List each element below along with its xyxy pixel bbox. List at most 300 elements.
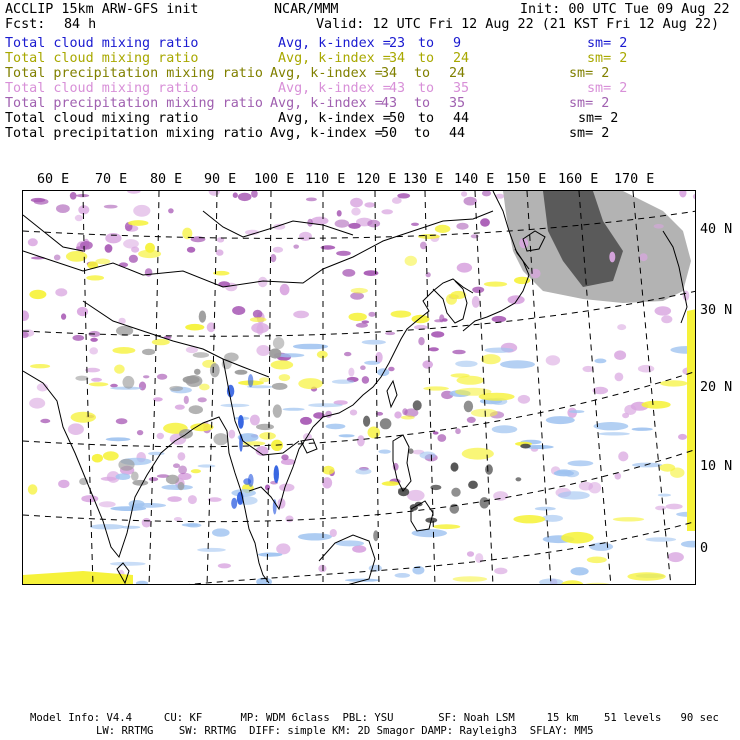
field-blob [149, 477, 158, 481]
field-blob [103, 451, 119, 460]
to-label: to [414, 126, 431, 141]
field-blob [139, 382, 146, 391]
field-blob [679, 191, 686, 198]
gulf-thailand [249, 427, 313, 509]
field-blob [433, 524, 460, 529]
field-blob [457, 263, 472, 273]
field-blob [283, 408, 305, 411]
smoothing-label: sm= 2 [569, 96, 610, 111]
field-blob [73, 335, 85, 341]
longitude-label: 150 E [506, 172, 547, 187]
field-blob [539, 578, 563, 585]
field-blob [157, 374, 167, 380]
field-blob [542, 515, 563, 522]
field-blob [322, 477, 332, 488]
field-blob [335, 220, 350, 228]
latitude-label: 40 N [700, 222, 733, 237]
field-blob [198, 464, 216, 467]
field-blob [265, 485, 270, 491]
field-blob [145, 268, 153, 276]
field-blob [55, 288, 67, 296]
field-blob [99, 501, 116, 507]
field-blob [397, 193, 410, 198]
field-blob [362, 376, 369, 384]
field-blob [187, 247, 195, 253]
field-blob [583, 366, 594, 372]
field-blob [29, 398, 45, 409]
field-blob [161, 485, 193, 490]
field-blob [484, 348, 513, 353]
field-blob [90, 524, 125, 529]
field-blob [61, 313, 66, 319]
field-blob [352, 545, 366, 553]
field-blob [300, 417, 312, 425]
field-blob [452, 350, 465, 355]
field-blob [367, 220, 380, 228]
field-blob [561, 532, 594, 544]
field-blob [235, 370, 248, 375]
field-blob [426, 272, 431, 277]
field-blob [446, 294, 457, 305]
field-blob [492, 316, 507, 322]
field-blob [89, 382, 109, 386]
field-blob [348, 223, 360, 229]
taiwan [387, 381, 397, 407]
field-blob [280, 284, 290, 295]
field-blob [661, 315, 672, 323]
longitude-label: 100 E [254, 172, 295, 187]
longitude-label: 120 E [356, 172, 397, 187]
field-blob [136, 581, 148, 585]
field-name: Total precipitation mixing ratio [5, 126, 263, 141]
k-index-start: 43 [381, 96, 398, 111]
field-blob [518, 395, 530, 404]
field-blob [655, 506, 666, 511]
field-blob [638, 365, 654, 373]
field-blob [467, 417, 476, 423]
field-blob [185, 324, 204, 331]
field-blob [362, 340, 386, 345]
field-shading [23, 191, 696, 585]
field-blob [112, 347, 135, 354]
field-blob [75, 215, 83, 221]
field-blob [198, 397, 207, 402]
field-blob [77, 307, 88, 316]
field-blob [402, 408, 407, 415]
field-blob [535, 507, 556, 511]
field-name: Total cloud mixing ratio [5, 111, 199, 126]
longitude-label: 60 E [37, 172, 70, 187]
longitude-label: 110 E [305, 172, 346, 187]
field-blob [422, 360, 433, 368]
forecast-hour: 84 h [64, 17, 97, 32]
field-blob [451, 462, 459, 471]
field-blob [412, 315, 430, 324]
field-blob [420, 452, 436, 459]
field-blob [666, 504, 683, 510]
field-blob [569, 410, 584, 413]
field-blob [259, 432, 276, 440]
field-blob [513, 515, 545, 523]
k-index-start: 34 [389, 51, 406, 66]
k-index-start: 34 [381, 66, 398, 81]
field-blob [407, 490, 425, 501]
longitude-label: 80 E [150, 172, 183, 187]
k-index-start: 23 [389, 36, 406, 51]
field-blob [75, 376, 88, 381]
avg-label: Avg, k-index = [270, 96, 383, 111]
k-index-start: 50 [381, 126, 398, 141]
field-blob [380, 418, 392, 429]
field-blob [660, 464, 676, 472]
field-blob [337, 210, 342, 216]
field-blob [285, 516, 293, 523]
field-blob [231, 498, 237, 509]
field-blob [270, 254, 276, 262]
k-index-end: 24 [449, 66, 466, 81]
field-blob [92, 454, 103, 463]
field-blob [405, 256, 417, 266]
field-blob [391, 311, 412, 318]
longitude-label: 160 E [558, 172, 599, 187]
k-index-start: 43 [389, 81, 406, 96]
field-blob [80, 241, 93, 250]
field-blob [121, 526, 140, 529]
field-blob [609, 252, 615, 263]
longitude-label: 170 E [614, 172, 655, 187]
field-blob [364, 361, 380, 365]
forecast-map [22, 190, 696, 585]
field-blob [186, 375, 203, 387]
field-blob [56, 204, 70, 213]
field-blob [326, 424, 346, 430]
field-blob [119, 262, 128, 267]
field-blob [188, 495, 197, 504]
field-blob [627, 572, 665, 580]
field-blob [210, 363, 220, 377]
field-blob [293, 311, 309, 319]
field-blob [464, 401, 473, 413]
field-blob [248, 374, 253, 387]
field-blob [274, 465, 279, 483]
field-blob [30, 364, 50, 368]
field-blob [233, 192, 238, 198]
field-blob [423, 386, 449, 390]
to-label: to [418, 36, 435, 51]
longitude-label: 90 E [204, 172, 237, 187]
field-blob [558, 491, 590, 499]
to-label: to [414, 66, 431, 81]
field-blob [197, 548, 226, 552]
field-blob [276, 543, 290, 554]
field-blob [220, 404, 249, 407]
forecast-label: Fcst: [5, 17, 46, 32]
field-blob [381, 209, 393, 214]
field-blob [467, 551, 474, 557]
field-blob [105, 244, 113, 253]
field-blob [279, 484, 294, 492]
field-blob [571, 567, 589, 575]
field-blob [351, 288, 368, 294]
field-blob [395, 573, 411, 578]
field-blob [472, 296, 480, 308]
field-blob [394, 411, 401, 418]
field-blob [480, 218, 490, 226]
field-blob [40, 419, 50, 423]
field-blob [357, 435, 365, 446]
field-blob [336, 251, 351, 256]
k-index-end: 44 [453, 111, 470, 126]
field-blob [434, 319, 443, 322]
field-blob [658, 494, 671, 497]
field-blob [411, 223, 419, 226]
field-blob [325, 411, 332, 418]
field-blob [86, 275, 104, 280]
latitude-label: 30 N [700, 303, 733, 318]
field-blob [253, 310, 263, 319]
field-blob [272, 383, 288, 390]
avg-label: Avg, k-index = [270, 126, 383, 141]
field-blob [554, 470, 574, 476]
field-blob [342, 269, 355, 277]
to-label: to [414, 96, 431, 111]
field-blob [123, 239, 139, 248]
field-blob [184, 396, 189, 404]
field-blob [105, 233, 121, 243]
field-blob [191, 469, 201, 473]
field-blob [613, 517, 644, 521]
field-blob [418, 234, 440, 239]
field-blob [228, 430, 235, 439]
field-blob [351, 208, 360, 216]
field-blob [190, 423, 213, 431]
field-blob [350, 198, 363, 208]
field-blob [480, 497, 490, 508]
field-blob [95, 259, 110, 265]
field-blob [435, 225, 451, 233]
field-blob [178, 482, 185, 490]
field-blob [166, 475, 179, 485]
field-blob [317, 351, 328, 359]
smoothing-label: sm= 2 [587, 36, 628, 51]
latitude-label: 0 [700, 541, 709, 556]
field-blob [258, 553, 282, 557]
field-name: Total cloud mixing ratio [5, 36, 199, 51]
field-blob [118, 459, 134, 471]
field-blob [189, 405, 203, 414]
field-blob [433, 431, 439, 434]
field-blob [281, 454, 288, 460]
field-blob [71, 412, 96, 423]
field-blob [116, 473, 131, 480]
field-blob [251, 323, 269, 334]
field-blob [594, 422, 629, 430]
field-blob [508, 295, 525, 304]
field-blob [116, 418, 128, 424]
field-blob [273, 499, 277, 514]
field-blob [68, 423, 84, 435]
field-blob [143, 375, 149, 378]
field-blob [199, 311, 206, 323]
hainan [301, 439, 317, 453]
smoothing-label: sm= 2 [569, 66, 610, 81]
field-blob [178, 466, 187, 475]
field-blob [29, 290, 46, 299]
field-blob [273, 337, 284, 349]
field-blob [129, 255, 138, 263]
field-blob [209, 191, 220, 196]
field-blob [123, 376, 135, 389]
field-blob [256, 424, 274, 430]
field-blob [437, 434, 446, 442]
field-blob [464, 197, 477, 206]
field-blob [81, 495, 98, 502]
field-blob [152, 339, 170, 345]
field-blob [364, 270, 379, 276]
field-blob [34, 199, 49, 205]
field-blob [345, 579, 380, 582]
footer-model-info: Model Info: V4.4 CU: KF MP: WDM 6class PBL: YSU SF: Noah LSM 15 km 51 levels 90 sec [30, 712, 719, 724]
field-blob [58, 480, 69, 488]
field-blob [642, 401, 671, 409]
field-blob [681, 541, 696, 548]
field-blob [238, 415, 244, 429]
field-blob [646, 537, 677, 542]
field-blob [583, 583, 612, 585]
smoothing-label: sm= 2 [578, 111, 619, 126]
field-blob [250, 415, 260, 426]
field-blob [368, 312, 375, 317]
longitude-label: 130 E [403, 172, 444, 187]
field-blob [131, 472, 139, 481]
field-blob [28, 238, 38, 246]
field-blob [54, 255, 61, 261]
field-blob [654, 224, 664, 229]
field-blob [520, 444, 530, 449]
field-blob [298, 533, 332, 540]
grid-line [375, 191, 379, 585]
field-blob [617, 324, 626, 330]
field-blob [579, 482, 593, 491]
field-blob [693, 194, 696, 200]
field-blob [587, 557, 607, 564]
to-label: to [418, 111, 435, 126]
avg-label: Avg, k-index = [270, 66, 383, 81]
field-blob [339, 434, 355, 437]
field-blob [364, 202, 375, 207]
field-blob [492, 425, 518, 433]
avg-label: Avg, k-index = [278, 36, 391, 51]
field-blob [398, 488, 409, 496]
field-band-yellow [687, 309, 696, 531]
field-name: Total precipitation mixing ratio [5, 96, 263, 111]
field-blob [243, 478, 251, 485]
field-blob [362, 320, 370, 323]
field-blob [461, 191, 467, 196]
field-blob [142, 349, 155, 355]
field-blob [546, 355, 560, 365]
field-blob [482, 191, 491, 196]
field-blob [485, 464, 493, 474]
field-blob [349, 313, 367, 321]
field-blob [632, 428, 653, 431]
field-blob [615, 373, 624, 382]
field-blob [89, 347, 98, 354]
field-blob [457, 376, 485, 385]
field-blob [418, 337, 424, 345]
field-blob [546, 416, 575, 424]
field-band-yellow [23, 571, 133, 585]
field-blob [23, 310, 29, 321]
avg-label: Avg, k-index = [278, 111, 391, 126]
field-blob [668, 552, 684, 562]
field-blob [363, 416, 370, 427]
field-blob [561, 580, 584, 585]
field-blob [379, 450, 391, 454]
field-blob [212, 528, 230, 536]
field-blob [618, 451, 628, 461]
smoothing-label: sm= 2 [587, 51, 628, 66]
field-blob [70, 192, 77, 200]
field-blob [624, 405, 636, 415]
field-blob [256, 345, 270, 356]
field-blob [216, 249, 224, 255]
field-blob [218, 563, 231, 568]
k-index-end: 35 [453, 81, 470, 96]
longitude-label: 140 E [454, 172, 495, 187]
field-blob [169, 386, 183, 391]
field-blob [388, 367, 394, 372]
k-index-end: 24 [453, 51, 470, 66]
field-blob [481, 354, 501, 364]
field-blob [137, 430, 143, 435]
field-blob [451, 488, 460, 497]
field-blob [142, 518, 152, 528]
k-index-end: 9 [453, 36, 462, 51]
field-blob [322, 466, 334, 475]
field-blob [114, 365, 125, 374]
field-blob [401, 416, 415, 420]
latitude-label: 10 N [700, 459, 733, 474]
field-blob [90, 338, 98, 342]
field-blob [456, 223, 468, 230]
field-blob [250, 317, 267, 322]
model-title: ACCLIP 15km ARW-GFS init [5, 2, 199, 17]
field-blob [516, 477, 522, 481]
field-blob [450, 504, 460, 514]
field-blob [431, 331, 444, 337]
field-blob [453, 576, 488, 582]
field-blob [298, 378, 323, 389]
field-blob [429, 347, 439, 351]
field-blob [271, 360, 294, 369]
k-index-end: 44 [449, 126, 466, 141]
field-blob [332, 380, 354, 384]
field-blob [269, 348, 281, 358]
valid-time: Valid: 12 UTC Fri 12 Aug 22 (21 KST Fri 12 Aug 22) [316, 17, 720, 32]
field-blob [157, 433, 164, 439]
to-label: to [418, 51, 435, 66]
field-blob [273, 247, 283, 253]
field-blob [475, 553, 483, 563]
field-blob [238, 193, 252, 201]
field-blob [420, 242, 427, 250]
field-blob [594, 359, 606, 364]
field-blob [91, 378, 102, 382]
field-blob [182, 523, 199, 526]
smoothing-label: sm= 2 [569, 126, 610, 141]
field-blob [678, 434, 687, 440]
